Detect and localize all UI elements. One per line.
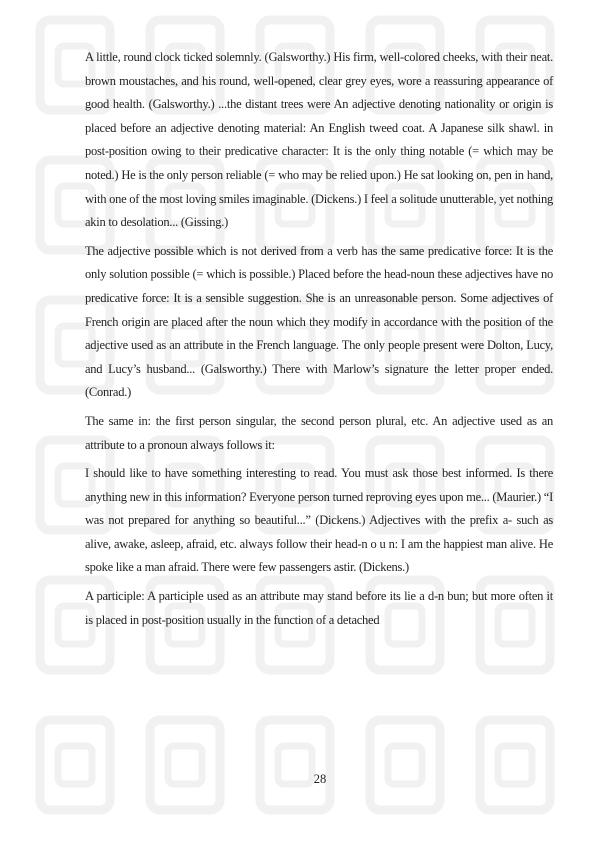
watermark-mark [480,720,550,810]
watermark-mark [150,720,220,810]
watermark-mark [370,720,440,810]
paragraph-3: The same in: the first person singular, the second person plural, etc. An adjective used as an attribute to a pronoun always follows it: [85,413,553,452]
paragraph-1: A little, round clock ticked solemnly. (Galsworthy.) His firm, well-colored cheeks, with their neat. brown moustaches, and his round, well-opened, clear grey eyes, wore a reassuring appearance of good health. (Galsworthy.) ...the distant trees were An adjective denoting nationality or origin is placed before an adjective denoting material: An English tweed coat. A Japanese silk shawl. in post-position owing to their predicative character: It is the only thing notable (= which may be noted.) He is the only person reliable (= who may be relied upon.) He sat looking on, pen in hand, with one of the most loving smiles imaginable. (Dickens.) I feel a solitude unutterable, yet nothing akin to desolation... (Gissing.) [85,50,553,230]
watermark-mark [260,720,330,810]
paragraph-5: A participle: A participle used as an attribute may stand before its lie a d-n bun; but more often it is placed in post-position usually in the function of a detached [85,589,553,627]
paragraph-4: I should like to have something interesting to read. You must ask those best informed. Is there anything new in this information? Everyone person turned reproving eyes upon me... (Maurier.) “I was not prepared for anything so beautiful...” (Dickens.) Adjectives with the prefix a- such as alive, awake, asleep, afraid, etc. always follow their head-n o u n: I am the happiest man alive. He spoke like a man afraid. There were few passengers astir. (Dickens.) [85,466,553,575]
document-page [85,46,553,637]
watermark-mark [40,720,110,810]
paragraph-2: The adjective possible which is not derived from a verb has the same predicative force: It is the only solution possible (= which is possible.) Placed before the head-noun these adjectives have no predicative force: It is a sensible suggestion. She is an unreasonable person. Some adjectives of French origin are placed after the noun which they modify in accordance with the position of the adjective used as an attribute in the French language. The only people present were Dolton, Lucy, and Lucy’s husband... (Galsworthy.) There with Marlow’s signature the letter proper ended. (Conrad.) [85,243,553,400]
page-number: 28 [313,772,327,786]
